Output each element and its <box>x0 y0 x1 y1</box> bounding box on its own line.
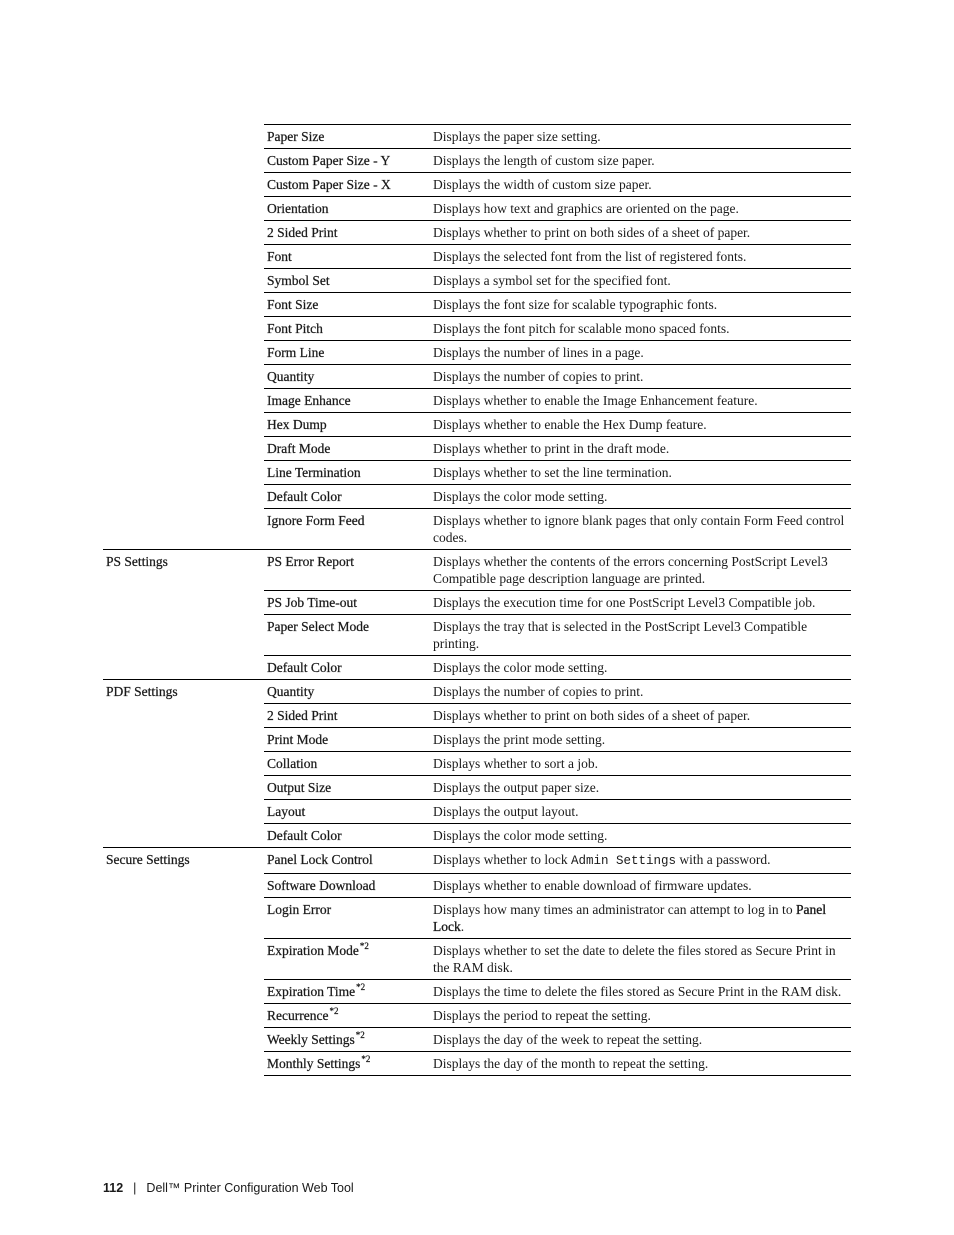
item-cell <box>264 437 430 461</box>
item-name: Image Enhance <box>267 393 351 408</box>
group-cell: PS Settings <box>103 550 264 591</box>
item-cell <box>264 824 430 848</box>
item-name: Form Line <box>267 345 325 360</box>
item-name: Default Color <box>267 828 342 843</box>
table-row <box>103 461 851 485</box>
table-row <box>103 173 851 197</box>
table-row <box>103 800 851 824</box>
group-cell <box>103 413 264 437</box>
footer-title: Dell™ Printer Configuration Web Tool <box>146 1181 354 1195</box>
item-cell <box>264 656 430 680</box>
item-cell <box>264 1004 430 1028</box>
table-row <box>103 365 851 389</box>
item-cell <box>264 615 430 656</box>
table-row <box>103 980 851 1004</box>
table-row <box>103 704 851 728</box>
item-name: Weekly Settings <box>267 1032 355 1047</box>
footnote-marker: *2 <box>329 1006 339 1016</box>
table-row <box>103 125 851 149</box>
description-text: . <box>460 919 465 934</box>
item-name: 2 Sided Print <box>267 225 338 240</box>
table-row <box>103 509 851 550</box>
item-name: Font Pitch <box>267 321 323 336</box>
item-name: Ignore Form Feed <box>267 513 365 528</box>
table-row <box>103 591 851 615</box>
item-cell <box>264 221 430 245</box>
group-cell <box>103 317 264 341</box>
item-cell <box>264 293 430 317</box>
group-cell <box>103 437 264 461</box>
group-cell <box>103 874 264 898</box>
group-cell <box>103 752 264 776</box>
item-name: Layout <box>267 804 306 819</box>
item-cell <box>264 704 430 728</box>
item-name: Paper Size <box>267 129 325 144</box>
description-cell: Displays the width of custom size paper. <box>430 173 851 197</box>
group-cell <box>103 365 264 389</box>
table-row <box>103 776 851 800</box>
group-cell <box>103 824 264 848</box>
item-cell <box>264 485 430 509</box>
table-row <box>103 341 851 365</box>
settings-table <box>103 124 851 1076</box>
item-cell <box>264 752 430 776</box>
table-row <box>103 1052 851 1076</box>
item-name: Recurrence <box>267 1008 329 1023</box>
item-cell <box>264 800 430 824</box>
item-name: Orientation <box>267 201 329 216</box>
page-footer <box>103 1181 354 1195</box>
group-cell <box>103 485 264 509</box>
item-cell <box>264 509 430 550</box>
group-cell <box>103 1052 264 1076</box>
item-cell <box>264 317 430 341</box>
group-cell <box>103 245 264 269</box>
group-cell <box>103 615 264 656</box>
description-cell: Displays whether to print in the draft mode. <box>430 437 851 461</box>
description-cell: Displays whether to print on both sides of a sheet of paper. <box>430 704 851 728</box>
table-row <box>103 550 851 591</box>
table-row <box>103 848 851 874</box>
item-name: Output Size <box>267 780 332 795</box>
description-cell: Displays the output layout. <box>430 800 851 824</box>
footnote-marker: *2 <box>359 941 369 951</box>
description-cell: Displays whether to enable the Image Enhancement feature. <box>430 389 851 413</box>
item-name: PS Job Time-out <box>267 595 358 610</box>
description-cell: Displays the number of copies to print. <box>430 365 851 389</box>
item-name: Custom Paper Size - X <box>267 177 391 192</box>
item-name: Line Termination <box>267 465 361 480</box>
item-cell <box>264 728 430 752</box>
page-number: 112 <box>103 1181 124 1195</box>
item-name: Draft Mode <box>267 441 331 456</box>
footer-separator: | <box>133 1181 137 1195</box>
description-cell: Displays the selected font from the list of registered fonts. <box>430 245 851 269</box>
table-row <box>103 752 851 776</box>
group-cell <box>103 149 264 173</box>
description-cell: Displays the paper size setting. <box>430 125 851 149</box>
group-cell <box>103 898 264 939</box>
item-name: Quantity <box>267 684 315 699</box>
table-row <box>103 939 851 980</box>
group-cell <box>103 800 264 824</box>
item-cell <box>264 197 430 221</box>
item-name: Custom Paper Size - Y <box>267 153 391 168</box>
group-cell <box>103 389 264 413</box>
item-name: Print Mode <box>267 732 329 747</box>
group-cell: PDF Settings <box>103 680 264 704</box>
group-cell <box>103 221 264 245</box>
group-cell <box>103 341 264 365</box>
inline-code: Admin Settings <box>570 854 677 868</box>
item-name: Panel Lock Control <box>267 852 373 867</box>
description-cell: Displays the time to delete the files stored as Secure Print in the RAM disk. <box>430 980 851 1004</box>
item-cell <box>264 341 430 365</box>
description-cell: Displays the length of custom size paper. <box>430 149 851 173</box>
item-cell <box>264 173 430 197</box>
item-cell <box>264 269 430 293</box>
description-text: with a password. <box>676 852 771 867</box>
description-cell: Displays the day of the week to repeat the setting. <box>430 1028 851 1052</box>
table-row <box>103 874 851 898</box>
table-row <box>103 221 851 245</box>
item-name: Expiration Mode <box>267 943 359 958</box>
group-cell <box>103 776 264 800</box>
description-cell: Displays the color mode setting. <box>430 656 851 680</box>
table-row <box>103 197 851 221</box>
item-cell <box>264 550 430 591</box>
description-cell <box>430 848 851 874</box>
item-name: Paper Select Mode <box>267 619 369 634</box>
footnote-marker: *2 <box>361 1054 371 1064</box>
group-cell <box>103 293 264 317</box>
item-name: Symbol Set <box>267 273 330 288</box>
table-row <box>103 680 851 704</box>
item-name: Default Color <box>267 660 342 675</box>
group-cell <box>103 656 264 680</box>
item-cell <box>264 149 430 173</box>
table-row <box>103 485 851 509</box>
description-cell: Displays the number of copies to print. <box>430 680 851 704</box>
item-cell <box>264 461 430 485</box>
description-cell: Displays whether to ignore blank pages that only contain Form Feed control codes. <box>430 509 851 550</box>
description-cell: Displays the font pitch for scalable mono spaced fonts. <box>430 317 851 341</box>
footnote-marker: *2 <box>356 982 366 992</box>
table-row <box>103 317 851 341</box>
group-cell <box>103 125 264 149</box>
description-cell: Displays whether to print on both sides of a sheet of paper. <box>430 221 851 245</box>
item-cell <box>264 1052 430 1076</box>
description-cell: Displays whether to set the line termination. <box>430 461 851 485</box>
item-name: Login Error <box>267 902 332 917</box>
group-cell <box>103 704 264 728</box>
description-cell <box>430 898 851 939</box>
table-row <box>103 389 851 413</box>
inline-bold: Panel Lock <box>433 902 826 934</box>
table-row <box>103 824 851 848</box>
description-cell: Displays whether the contents of the errors concerning PostScript Level3 Compatible page description language are printed. <box>430 550 851 591</box>
group-cell <box>103 728 264 752</box>
item-cell <box>264 245 430 269</box>
item-cell <box>264 389 430 413</box>
description-cell: Displays the day of the month to repeat the setting. <box>430 1052 851 1076</box>
item-name: PS Error Report <box>267 554 354 569</box>
item-cell <box>264 874 430 898</box>
item-name: Monthly Settings <box>267 1056 361 1071</box>
group-cell <box>103 1028 264 1052</box>
description-cell: Displays whether to enable download of firmware updates. <box>430 874 851 898</box>
settings-table-body <box>103 125 851 1076</box>
group-cell <box>103 461 264 485</box>
footnote-marker: *2 <box>355 1030 365 1040</box>
group-cell <box>103 509 264 550</box>
item-name: Default Color <box>267 489 342 504</box>
item-cell <box>264 591 430 615</box>
group-cell <box>103 1004 264 1028</box>
item-cell <box>264 939 430 980</box>
table-row <box>103 293 851 317</box>
table-row <box>103 728 851 752</box>
group-cell <box>103 939 264 980</box>
item-cell <box>264 898 430 939</box>
group-cell <box>103 269 264 293</box>
item-name: Font <box>267 249 292 264</box>
item-name: Expiration Time <box>267 984 356 999</box>
description-cell: Displays whether to enable the Hex Dump feature. <box>430 413 851 437</box>
item-name: 2 Sided Print <box>267 708 338 723</box>
item-cell <box>264 848 430 874</box>
table-row <box>103 149 851 173</box>
description-cell: Displays the period to repeat the setting. <box>430 1004 851 1028</box>
description-cell: Displays the color mode setting. <box>430 485 851 509</box>
description-cell: Displays how text and graphics are oriented on the page. <box>430 197 851 221</box>
item-name: Font Size <box>267 297 319 312</box>
table-row <box>103 413 851 437</box>
item-name: Hex Dump <box>267 417 327 432</box>
description-cell: Displays the font size for scalable typographic fonts. <box>430 293 851 317</box>
table-row <box>103 898 851 939</box>
table-row <box>103 437 851 461</box>
description-cell: Displays a symbol set for the specified font. <box>430 269 851 293</box>
table-row <box>103 1028 851 1052</box>
item-cell <box>264 980 430 1004</box>
item-cell <box>264 413 430 437</box>
description-cell: Displays the color mode setting. <box>430 824 851 848</box>
table-row <box>103 245 851 269</box>
description-text: Displays how many times an administrator can attempt to log in to <box>433 902 796 917</box>
table-row <box>103 1004 851 1028</box>
description-cell: Displays the tray that is selected in the PostScript Level3 Compatible printing. <box>430 615 851 656</box>
item-cell <box>264 125 430 149</box>
group-cell <box>103 197 264 221</box>
item-cell <box>264 680 430 704</box>
description-cell: Displays the execution time for one PostScript Level3 Compatible job. <box>430 591 851 615</box>
group-cell <box>103 173 264 197</box>
group-cell <box>103 591 264 615</box>
item-name: Software Download <box>267 878 376 893</box>
description-cell: Displays the output paper size. <box>430 776 851 800</box>
item-cell <box>264 1028 430 1052</box>
item-cell <box>264 365 430 389</box>
table-row <box>103 656 851 680</box>
item-name: Quantity <box>267 369 315 384</box>
description-cell: Displays whether to set the date to delete the files stored as Secure Print in the RAM disk. <box>430 939 851 980</box>
group-cell: Secure Settings <box>103 848 264 874</box>
item-name: Collation <box>267 756 318 771</box>
description-text: Displays whether to lock <box>433 852 571 867</box>
table-row <box>103 615 851 656</box>
table-row <box>103 269 851 293</box>
description-cell: Displays the number of lines in a page. <box>430 341 851 365</box>
group-cell <box>103 980 264 1004</box>
description-cell: Displays the print mode setting. <box>430 728 851 752</box>
description-cell: Displays whether to sort a job. <box>430 752 851 776</box>
item-cell <box>264 776 430 800</box>
